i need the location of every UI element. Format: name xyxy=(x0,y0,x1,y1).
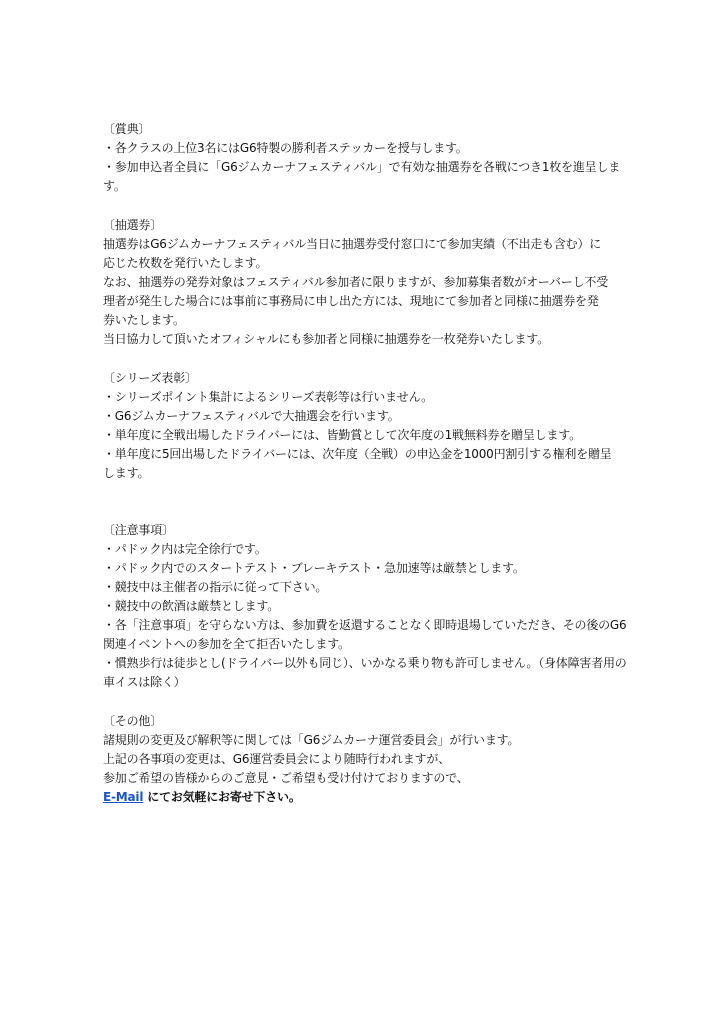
paragraph-line: 参加ご希望の皆様からのご意見・ご希望も受け付けておりますので、 xyxy=(103,771,469,785)
paragraph-line: します。 xyxy=(103,466,150,480)
paragraph-line: 諸規則の変更及び解釈等に関しては「G6ジムカーナ運営委員会」が行います。 xyxy=(103,733,520,747)
paragraph-line: ・参加申込者全員に「G6ジムカーナフェスティバル」で有効な抽選券を各戦につき1枚を進呈しま xyxy=(103,160,621,174)
section-notes xyxy=(103,521,627,692)
paragraph-line: 券いたします。 xyxy=(103,313,185,327)
paragraph-line: ・各クラスの上位3名にはG6特製の勝利者ステッカーを授与します。 xyxy=(103,141,468,155)
paragraph-line: ・競技中は主催者の指示に従って下さい。 xyxy=(103,580,328,594)
paragraph-line: ・G6ジムカーナフェスティバルで大抽選会を行います。 xyxy=(103,409,400,423)
section-series xyxy=(103,369,623,483)
paragraph-line: なお、抽選券の発券対象はフェスティバル参加者に限りますが、参加募集者数がオーバーし不受 xyxy=(103,275,609,289)
paragraph-line: ・シリーズポイント集計によるシリーズ表彰等は行いません。 xyxy=(103,390,433,404)
contact-line xyxy=(103,788,623,807)
section-other xyxy=(103,712,623,807)
paragraph-line: 理者が発生した場合には事前に事務局に申し出た方には、現地にて参加者と同様に抽選券を発 xyxy=(103,294,599,308)
section-lottery xyxy=(103,216,623,349)
paragraph-line: ・各「注意事項」を守らない方は、参加費を返還することなく即時退場していただき、その後のG6 xyxy=(103,618,627,632)
email-link[interactable]: E-Mail xyxy=(103,790,144,804)
contact-suffix: にてお気軽にお寄せ下さい。 xyxy=(143,790,301,804)
paragraph-line: 抽選券はG6ジムカーナフェスティバル当日に抽選券受付窓口にて参加実績（不出走も含む）に xyxy=(103,237,602,251)
paragraph-line: ・パドック内でのスタートテスト・ブレーキテスト・急加速等は厳禁とします。 xyxy=(103,561,525,575)
section-heading-prizes: 〔賞典〕 xyxy=(103,122,151,136)
paragraph-line: 関連イベントへの参加を全て拒否いたします。 xyxy=(103,637,350,651)
paragraph-line: ・競技中の飲酒は厳禁とします。 xyxy=(103,599,280,613)
section-heading-series: 〔シリーズ表彰〕 xyxy=(103,371,197,385)
section-heading-other: 〔その他〕 xyxy=(103,714,163,728)
paragraph-line: ・パドック内は完全徐行です。 xyxy=(103,542,267,556)
paragraph-line: ・単年度に全戦出場したドライバーには、皆勤賞として次年度の1戦無料券を贈呈します。 xyxy=(103,428,581,442)
paragraph-line: 当日協力して頂いたオフィシャルにも参加者と同様に抽選券を一枚発券いたします。 xyxy=(103,332,549,346)
paragraph-line: ・単年度に5回出場したドライバーには、次年度（全戦）の申込金を1000円割引する権利を贈呈 xyxy=(103,447,612,461)
paragraph-line: 上記の各事項の変更は、G6運営委員会により随時行われますが、 xyxy=(103,752,450,766)
section-prizes xyxy=(103,120,623,196)
section-heading-lottery: 〔抽選券〕 xyxy=(103,218,163,232)
paragraph-line: ・慣熟歩行は徒歩とし(ドライバー以外も同じ）、いかなる乗り物も許可しません。（身体障害者用の xyxy=(103,656,627,670)
paragraph-line: 応じた枚数を発行いたします。 xyxy=(103,256,268,270)
paragraph-line: 車イスは除く） xyxy=(103,675,186,689)
paragraph-line: す。 xyxy=(103,179,126,193)
document-body xyxy=(103,120,627,807)
section-heading-notes: 〔注意事項〕 xyxy=(103,523,174,537)
